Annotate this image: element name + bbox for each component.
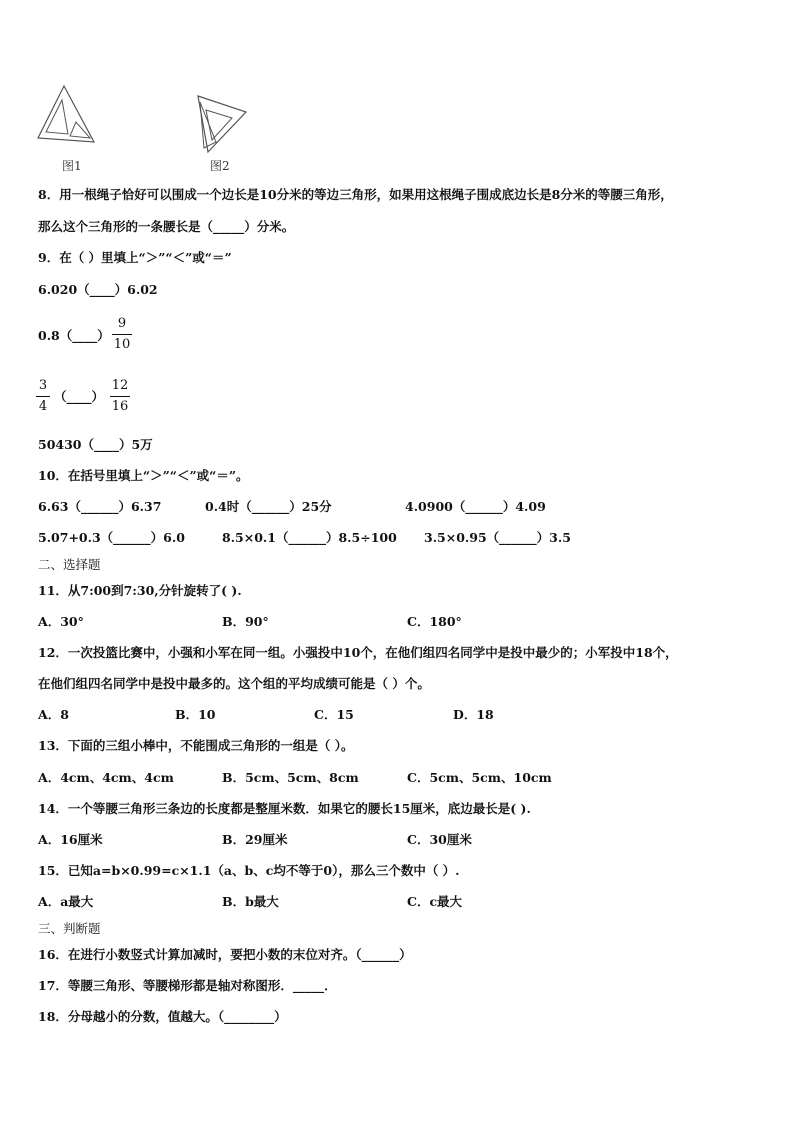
- figure-1-caption: 图1: [62, 159, 82, 173]
- q14-stem: 14．一个等腰三角形三条边的长度都是整厘米数．如果它的腰长15厘米，底边最长是( ).: [38, 801, 531, 816]
- q9-c-fraction-left: 3 4: [36, 378, 50, 415]
- q16: 16．在进行小数竖式计算加减时，要把小数的末位对齐。（______）: [38, 947, 412, 962]
- q17: 17．等腰三角形、等腰梯形都是轴对称图形．_____．: [38, 978, 337, 993]
- q12-option-a: A．8: [38, 707, 69, 722]
- section-3-heading: 三、判断题: [38, 921, 101, 936]
- figure-2-caption: 图2: [210, 159, 230, 173]
- q9-b-fraction: 9 10: [113, 316, 131, 352]
- q15-option-b: B．b最大: [222, 894, 279, 909]
- q11-option-c: C．180°: [407, 614, 462, 629]
- set-square-1-icon: [36, 84, 96, 148]
- figure-1: [36, 84, 96, 148]
- figure-2: [194, 92, 250, 154]
- q13-option-c: C．5cm、5cm、10cm: [407, 770, 552, 785]
- q12-option-d: D．18: [453, 707, 494, 722]
- q8-line2: 那么这个三角形的一条腰长是（_____）分米。: [38, 219, 295, 234]
- q10-r2c1: 5.07+0.3（______）6.0: [38, 530, 185, 545]
- q13-option-b: B．5cm、5cm、8cm: [222, 770, 359, 785]
- q9-b-left: 0.8（____）: [38, 328, 110, 343]
- q13-option-a: A．4cm、4cm、4cm: [38, 770, 174, 785]
- q18: 18．分母越小的分数，值越大。（________）: [38, 1009, 287, 1024]
- q14-option-b: B．29厘米: [222, 832, 288, 847]
- q10-r1c1: 6.63（______）6.37: [38, 499, 162, 514]
- q10-r2c2: 8.5×0.1（______）8.5÷100: [222, 530, 397, 545]
- q9-c-fraction-right: 12 16: [111, 378, 129, 414]
- q14-option-c: C．30厘米: [407, 832, 472, 847]
- q12-option-b: B．10: [175, 707, 216, 722]
- q12-line1: 12．一次投篮比赛中，小强和小军在同一组。小强投中10个，在他们组四名同学中是投中最少的；小军投中18个，: [38, 645, 678, 660]
- q10-r1c2: 0.4时（______）25分: [205, 499, 332, 514]
- q12-option-c: C．15: [314, 707, 354, 722]
- set-square-2-icon: [194, 92, 250, 154]
- q9-a: 6.020（____）6.02: [38, 282, 158, 297]
- q9-c-mid: （____）: [54, 389, 105, 404]
- q11-stem: 11．从7:00到7:30,分针旋转了( ).: [38, 583, 242, 598]
- q10-stem: 10．在括号里填上“＞”“＜”或“＝”。: [38, 468, 249, 483]
- q9-stem: 9．在（ ）里填上“＞”“＜”或“＝”: [38, 250, 232, 265]
- q15-option-c: C．c最大: [407, 894, 463, 909]
- q15-stem: 15．已知a=b×0.99=c×1.1（a、b、c均不等于0），那么三个数中（ ）.: [38, 863, 460, 878]
- q15-option-a: A．a最大: [38, 894, 94, 909]
- q10-r2c3: 3.5×0.95（______）3.5: [424, 530, 571, 545]
- q13-stem: 13．下面的三组小棒中，不能围成三角形的一组是（ ）。: [38, 738, 354, 753]
- q9-d: 50430（____）5万: [38, 437, 153, 452]
- q12-line2: 在他们组四名同学中是投中最多的。这个组的平均成绩可能是（ ）个。: [38, 676, 430, 691]
- section-2-heading: 二、选择题: [38, 557, 101, 572]
- q10-r1c3: 4.0900（______）4.09: [405, 499, 546, 514]
- q14-option-a: A．16厘米: [38, 832, 103, 847]
- q11-option-a: A．30°: [38, 614, 84, 629]
- q8-line1: 8．用一根绳子恰好可以围成一个边长是10分米的等边三角形，如果用这根绳子围成底边长是8分米的等腰三角形，: [38, 187, 673, 202]
- q11-option-b: B．90°: [222, 614, 269, 629]
